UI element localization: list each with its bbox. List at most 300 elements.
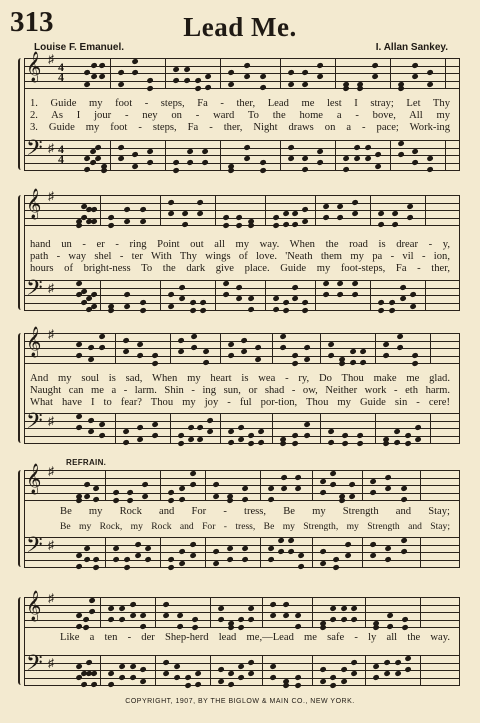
note-head — [349, 359, 356, 365]
note-head — [75, 222, 82, 228]
note-head — [385, 545, 392, 551]
note-head — [84, 481, 91, 487]
bar-line — [362, 470, 363, 500]
note-head — [406, 203, 413, 209]
note-head — [297, 563, 304, 569]
sharp-icon: ♯ — [48, 327, 54, 341]
staff-line — [24, 333, 460, 334]
note-head — [397, 344, 404, 350]
note-head — [177, 440, 184, 446]
note-head — [340, 616, 347, 622]
note-head — [75, 623, 82, 629]
note-head — [297, 552, 304, 558]
note-head — [205, 73, 212, 79]
bar-line — [205, 470, 206, 500]
note-head — [212, 481, 219, 487]
bar-line — [100, 195, 101, 225]
note-head — [241, 545, 248, 551]
bar-line — [420, 597, 421, 627]
note-head — [404, 440, 411, 446]
note-head — [137, 436, 144, 442]
note-head — [90, 670, 97, 676]
bar-line — [160, 195, 161, 225]
lyric-line-s1-v3: 3. Guide my foot - steps, Fa - ther, Night draws on a - pace; Work-ing — [30, 122, 450, 133]
note-head — [372, 674, 379, 680]
note-head — [172, 159, 179, 165]
note-head — [92, 496, 99, 502]
note-head — [187, 159, 194, 165]
note-head — [412, 73, 419, 79]
note-head — [426, 166, 433, 172]
note-head — [203, 359, 210, 365]
note-head — [369, 489, 376, 495]
note-head — [303, 344, 310, 350]
note-head — [118, 605, 125, 611]
note-head — [351, 210, 358, 216]
sharp-icon: ♯ — [48, 281, 54, 295]
note-head — [132, 69, 139, 75]
bar-line — [160, 537, 161, 567]
note-head — [357, 85, 364, 91]
note-head — [140, 678, 147, 684]
note-head — [393, 439, 400, 445]
bar-line — [420, 537, 421, 567]
note-head — [291, 352, 298, 358]
sharp-icon: ♯ — [48, 414, 54, 428]
bar-line — [375, 333, 376, 363]
staff-line — [24, 470, 460, 471]
bar-line — [272, 333, 273, 363]
note-head — [177, 612, 184, 618]
note-head — [84, 493, 91, 499]
note-head — [162, 670, 169, 676]
bar-line — [280, 140, 281, 170]
note-head — [400, 485, 407, 491]
note-head — [123, 303, 130, 309]
note-head — [353, 155, 360, 161]
bar-line — [390, 140, 391, 170]
note-head — [132, 151, 139, 157]
treble-clef-icon: 𝄞 — [26, 591, 42, 620]
note-head — [243, 155, 250, 161]
note-head — [83, 69, 90, 75]
note-head — [247, 605, 254, 611]
note-head — [426, 69, 433, 75]
note-head — [107, 307, 114, 313]
note-head — [426, 155, 433, 161]
note-head — [243, 73, 250, 79]
note-head — [145, 556, 152, 562]
note-head — [129, 601, 136, 607]
note-head — [247, 659, 254, 665]
note-head — [235, 284, 242, 290]
bar-line — [160, 470, 161, 500]
bar-line — [165, 140, 166, 170]
note-head — [189, 481, 196, 487]
bar-line — [115, 413, 116, 443]
note-head — [189, 299, 196, 305]
note-head — [241, 496, 248, 502]
note-head — [392, 221, 399, 227]
note-head — [291, 432, 298, 438]
note-head — [360, 359, 367, 365]
note-head — [82, 624, 89, 630]
note-head — [75, 280, 82, 286]
bar-line — [430, 333, 431, 363]
staff-line — [24, 552, 460, 553]
note-head — [267, 485, 274, 491]
note-head — [203, 348, 210, 354]
note-head — [92, 564, 99, 570]
note-head — [187, 436, 194, 442]
bass-clef-icon: 𝄢 — [26, 651, 43, 680]
note-head — [329, 481, 336, 487]
note-head — [187, 148, 194, 154]
note-head — [191, 616, 198, 622]
note-head — [200, 307, 207, 313]
note-head — [383, 670, 390, 676]
note-head — [272, 214, 279, 220]
note-head — [301, 307, 308, 313]
bar-line — [215, 280, 216, 310]
bass-clef-icon: 𝄢 — [26, 409, 43, 438]
note-head — [319, 548, 326, 554]
note-head — [167, 489, 174, 495]
note-head — [399, 284, 406, 290]
note-head — [350, 659, 357, 665]
note-head — [151, 421, 158, 427]
note-head — [322, 280, 329, 286]
bar-line — [425, 280, 426, 310]
note-head — [369, 552, 376, 558]
system-end-bar — [459, 597, 460, 685]
bar-line — [375, 413, 376, 443]
note-head — [295, 612, 302, 618]
bar-line — [312, 597, 313, 627]
note-head — [330, 616, 337, 622]
note-head — [327, 341, 334, 347]
treble-staff-3 — [24, 327, 460, 369]
note-head — [190, 344, 197, 350]
note-head — [85, 659, 92, 665]
note-head — [90, 681, 97, 687]
note-head — [139, 206, 146, 212]
bar-line — [105, 470, 106, 500]
bar-line — [100, 655, 101, 685]
note-head — [196, 199, 203, 205]
staff-line — [24, 685, 460, 686]
note-head — [196, 424, 203, 430]
note-head — [287, 537, 294, 543]
note-head — [118, 674, 125, 680]
note-head — [227, 681, 234, 687]
bar-line — [365, 597, 366, 627]
note-head — [132, 58, 139, 64]
note-head — [316, 62, 323, 68]
note-head — [388, 307, 395, 313]
note-head — [206, 428, 213, 434]
note-head — [340, 605, 347, 611]
note-head — [295, 623, 302, 629]
note-head — [235, 214, 242, 220]
note-head — [243, 144, 250, 150]
bar-line — [370, 280, 371, 310]
note-head — [87, 417, 94, 423]
staff-line — [24, 478, 460, 479]
note-head — [400, 548, 407, 554]
bass-staff-5 — [24, 651, 460, 691]
note-head — [277, 537, 284, 543]
note-head — [237, 674, 244, 680]
note-head — [195, 670, 202, 676]
note-head — [107, 222, 114, 228]
staff-line — [24, 88, 460, 89]
refrain-label: REFRAIN. — [66, 458, 107, 467]
note-head — [332, 556, 339, 562]
note-head — [248, 306, 255, 312]
bar-line — [445, 140, 446, 170]
note-head — [190, 333, 197, 339]
note-head — [241, 348, 248, 354]
note-head — [322, 291, 329, 297]
note-head — [302, 155, 309, 161]
note-head — [189, 541, 196, 547]
note-head — [371, 73, 378, 79]
time-signature: 4 4 — [58, 60, 64, 84]
note-head — [387, 612, 394, 618]
note-head — [201, 148, 208, 154]
staff-line — [24, 195, 460, 196]
system-end-bar — [459, 195, 460, 310]
note-head — [272, 295, 279, 301]
note-head — [132, 163, 139, 169]
note-head — [191, 624, 198, 630]
note-head — [303, 432, 310, 438]
bar-line — [262, 655, 263, 685]
note-head — [222, 291, 229, 297]
note-head — [301, 218, 308, 224]
note-head — [350, 670, 357, 676]
note-head — [411, 352, 418, 358]
note-head — [92, 556, 99, 562]
staff-line — [24, 545, 460, 546]
note-head — [91, 62, 98, 68]
note-head — [222, 280, 229, 286]
note-head — [167, 497, 174, 503]
note-head — [227, 556, 234, 562]
system-end-bar — [459, 470, 460, 567]
bar-line — [390, 58, 391, 88]
note-head — [75, 612, 82, 618]
note-head — [410, 303, 417, 309]
note-head — [371, 62, 378, 68]
note-head — [382, 440, 389, 446]
bar-line — [320, 413, 321, 443]
note-head — [90, 206, 97, 212]
note-head — [118, 663, 125, 669]
note-head — [75, 424, 82, 430]
note-head — [162, 601, 169, 607]
note-head — [342, 85, 349, 91]
system-start-bar — [24, 470, 25, 567]
note-head — [227, 624, 234, 630]
note-head — [140, 666, 147, 672]
note-head — [134, 541, 141, 547]
refrain-line-2: Be my Rock, my Rock and For - tress, Be my Strength, my Strength and Stay; — [60, 521, 450, 532]
note-head — [257, 428, 264, 434]
note-head — [145, 545, 152, 551]
note-head — [107, 214, 114, 220]
note-head — [237, 436, 244, 442]
note-head — [99, 432, 106, 438]
note-head — [301, 299, 308, 305]
note-head — [382, 341, 389, 347]
note-head — [151, 432, 158, 438]
note-head — [360, 348, 367, 354]
note-head — [173, 663, 180, 669]
note-head — [302, 69, 309, 75]
note-head — [385, 474, 392, 480]
note-head — [100, 167, 107, 173]
note-head — [383, 659, 390, 665]
lyric-line-s3-v3: What have I to fear? Thou my joy - ful por-tion, Thou my Guide sin - cere! — [30, 397, 450, 408]
treble-clef-icon: 𝄞 — [26, 52, 42, 81]
note-head — [75, 341, 82, 347]
note-head — [212, 560, 219, 566]
note-head — [257, 439, 264, 445]
bar-line — [320, 333, 321, 363]
note-head — [241, 337, 248, 343]
note-head — [177, 337, 184, 343]
staff-line — [24, 413, 460, 414]
note-head — [94, 155, 101, 161]
note-head — [272, 222, 279, 228]
note-head — [83, 81, 90, 87]
note-head — [89, 597, 96, 603]
lyric-line-s1-v2: 2. As I jour - ney on - ward To the home a - bove, All my — [30, 110, 450, 121]
note-head — [82, 616, 89, 622]
note-head — [340, 666, 347, 672]
note-head — [248, 295, 255, 301]
note-head — [122, 337, 129, 343]
note-head — [200, 299, 207, 305]
note-head — [330, 674, 337, 680]
note-head — [235, 222, 242, 228]
note-head — [294, 485, 301, 491]
note-head — [123, 206, 130, 212]
note-head — [282, 210, 289, 216]
note-head — [287, 548, 294, 554]
staff-line — [24, 148, 460, 149]
note-head — [189, 470, 196, 476]
bass-clef-icon: 𝄢 — [26, 276, 43, 305]
note-head — [177, 623, 184, 629]
note-head — [217, 678, 224, 684]
bar-line — [335, 140, 336, 170]
note-head — [91, 73, 98, 79]
note-head — [83, 166, 90, 172]
note-head — [279, 440, 286, 446]
note-head — [295, 682, 302, 688]
note-head — [167, 199, 174, 205]
note-head — [387, 623, 394, 629]
note-head — [227, 428, 234, 434]
note-head — [259, 73, 266, 79]
bar-line — [445, 58, 446, 88]
note-head — [385, 485, 392, 491]
note-head — [98, 62, 105, 68]
note-head — [377, 299, 384, 305]
note-head — [183, 77, 190, 83]
note-head — [206, 417, 213, 423]
note-head — [217, 616, 224, 622]
note-head — [426, 81, 433, 87]
treble-staff-4 — [24, 464, 460, 506]
note-head — [189, 307, 196, 313]
note-head — [337, 214, 344, 220]
note-head — [173, 674, 180, 680]
note-head — [282, 601, 289, 607]
note-head — [167, 291, 174, 297]
note-head — [342, 155, 349, 161]
staff-line — [24, 605, 460, 606]
bar-line — [315, 280, 316, 310]
bar-line — [170, 333, 171, 363]
refrain-line-1: Be my Rock and For - tress, Be my Strength and Stay; — [60, 506, 450, 517]
note-head — [322, 203, 329, 209]
lyric-line-s3-v2: Naught can me a - larm. Shin - ing sun, or shad - ow, Neither work - eth harm. — [30, 385, 450, 396]
note-head — [412, 62, 419, 68]
note-head — [319, 489, 326, 495]
staff-line — [24, 567, 460, 568]
note-head — [139, 307, 146, 313]
note-head — [415, 424, 422, 430]
note-head — [217, 605, 224, 611]
bar-line — [165, 58, 166, 88]
staff-line — [24, 140, 460, 141]
note-head — [151, 352, 158, 358]
note-head — [301, 206, 308, 212]
note-head — [177, 348, 184, 354]
note-head — [349, 348, 356, 354]
note-head — [92, 485, 99, 491]
note-head — [267, 545, 274, 551]
note-head — [247, 616, 254, 622]
bar-line — [215, 195, 216, 225]
note-head — [377, 210, 384, 216]
note-head — [227, 352, 234, 358]
note-head — [139, 299, 146, 305]
note-head — [356, 432, 363, 438]
bar-line — [420, 470, 421, 500]
note-head — [243, 62, 250, 68]
copyright-notice: COPYRIGHT, 1907, BY THE BIGLOW & MAIN CO., NEW YORK. — [125, 698, 355, 705]
note-head — [87, 428, 94, 434]
note-head — [350, 616, 357, 622]
bar-line — [220, 333, 221, 363]
note-head — [282, 682, 289, 688]
note-head — [89, 608, 96, 614]
note-head — [397, 140, 404, 146]
note-head — [118, 616, 125, 622]
note-head — [127, 497, 134, 503]
note-head — [212, 493, 219, 499]
note-head — [247, 440, 254, 446]
note-head — [90, 218, 97, 224]
note-head — [222, 222, 229, 228]
note-head — [406, 214, 413, 220]
note-head — [397, 333, 404, 339]
